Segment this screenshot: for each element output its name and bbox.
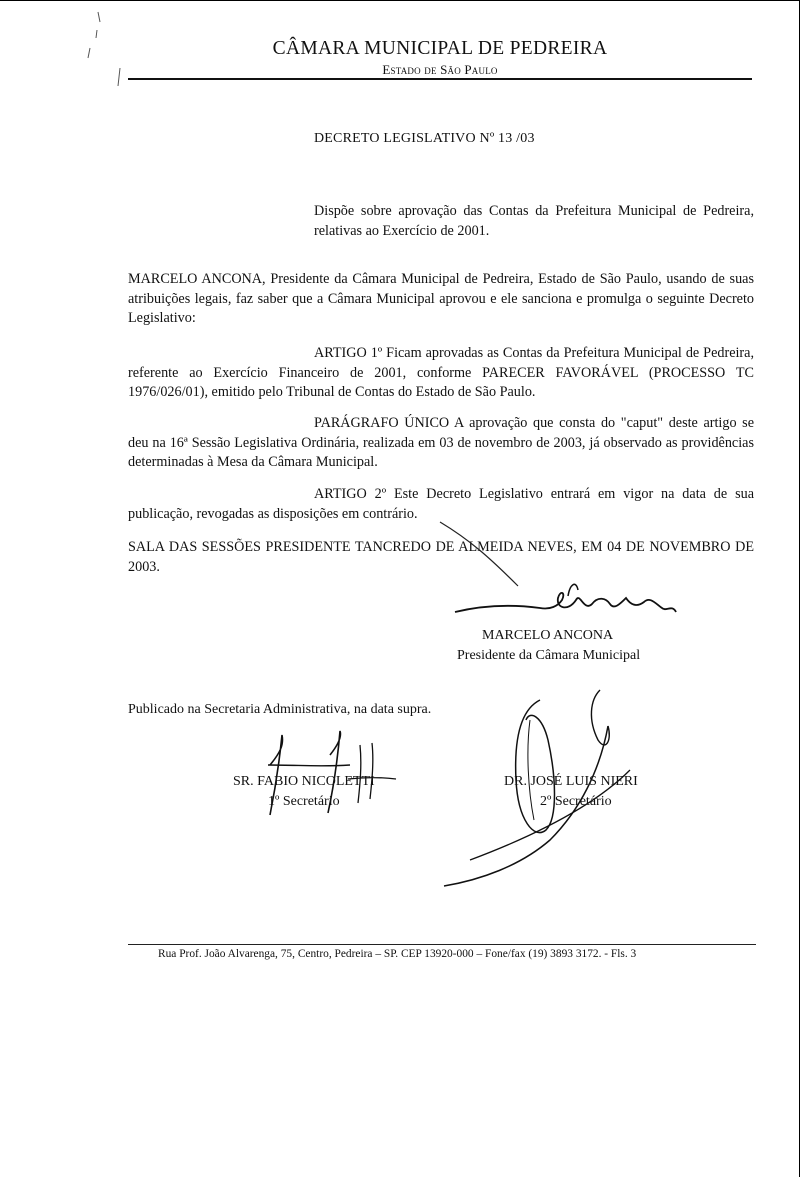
footer-rule	[128, 944, 756, 945]
president-role: Presidente da Câmara Municipal	[457, 648, 641, 663]
article-1: ARTIGO 1º Ficam aprovadas as Contas da Prefeitura Municipal de Pedreira, referente ao Exercício Financeiro de 2001, conforme PARECER FAVORÁVEL (PROCESSO TC 1976/026/01), emitido pelo Tribunal de Contas do Estado de São Paulo.	[128, 345, 754, 400]
secretary-2-name: DR. JOSÉ LUIS NIERI	[504, 774, 638, 789]
secretary-2-role: 2º Secretário	[540, 794, 612, 809]
publication-note: Publicado na Secretaria Administrativa, na data supra.	[128, 702, 432, 717]
institution-title: CÂMARA MUNICIPAL DE PEDREIRA	[272, 38, 608, 59]
header-rule	[128, 78, 752, 80]
secretary-1-name: SR. FABIO NICOLETTI	[233, 774, 375, 789]
president-name: MARCELO ANCONA	[482, 628, 614, 643]
institution-subtitle: Estado de São Paulo	[382, 62, 498, 77]
closing-statement: SALA DAS SESSÕES PRESIDENTE TANCREDO DE ALMEIDA NEVES, EM 04 DE NOVEMBRO DE 2003.	[128, 539, 754, 575]
scan-artifact-marks	[80, 8, 130, 98]
article-2: ARTIGO 2º Este Decreto Legislativo entrará em vigor na data de sua publicação, revogadas as disposições em contrário.	[128, 486, 754, 522]
paragraph-unique: PARÁGRAFO ÚNICO A aprovação que consta do "caput" deste artigo se deu na 16ª Sessão Legislativa Ordinária, realizada em 03 de novembro de 2003, já observado as providências determinadas à Mesa da Câmara Municipal.	[128, 415, 754, 470]
footer-address: Rua Prof. João Alvarenga, 75, Centro, Pedreira – SP. CEP 13920-000 – Fone/fax (19) 3893 3172. - Fls. 3	[158, 948, 637, 960]
page-top-border	[0, 0, 800, 1]
secretary-1-role: 1º Secretário	[268, 794, 340, 809]
decree-number: DECRETO LEGISLATIVO Nº 13 /03	[314, 131, 535, 146]
decree-summary: Dispõe sobre aprovação das Contas da Prefeitura Municipal de Pedreira, relativas ao Exercício de 2001.	[314, 203, 754, 239]
intro-paragraph: MARCELO ANCONA, Presidente da Câmara Municipal de Pedreira, Estado de São Paulo, usando de suas atribuições legais, faz saber que a Câmara Municipal aprovou e ele sanciona e promulga o seguinte Decreto Legislativo:	[128, 271, 754, 326]
